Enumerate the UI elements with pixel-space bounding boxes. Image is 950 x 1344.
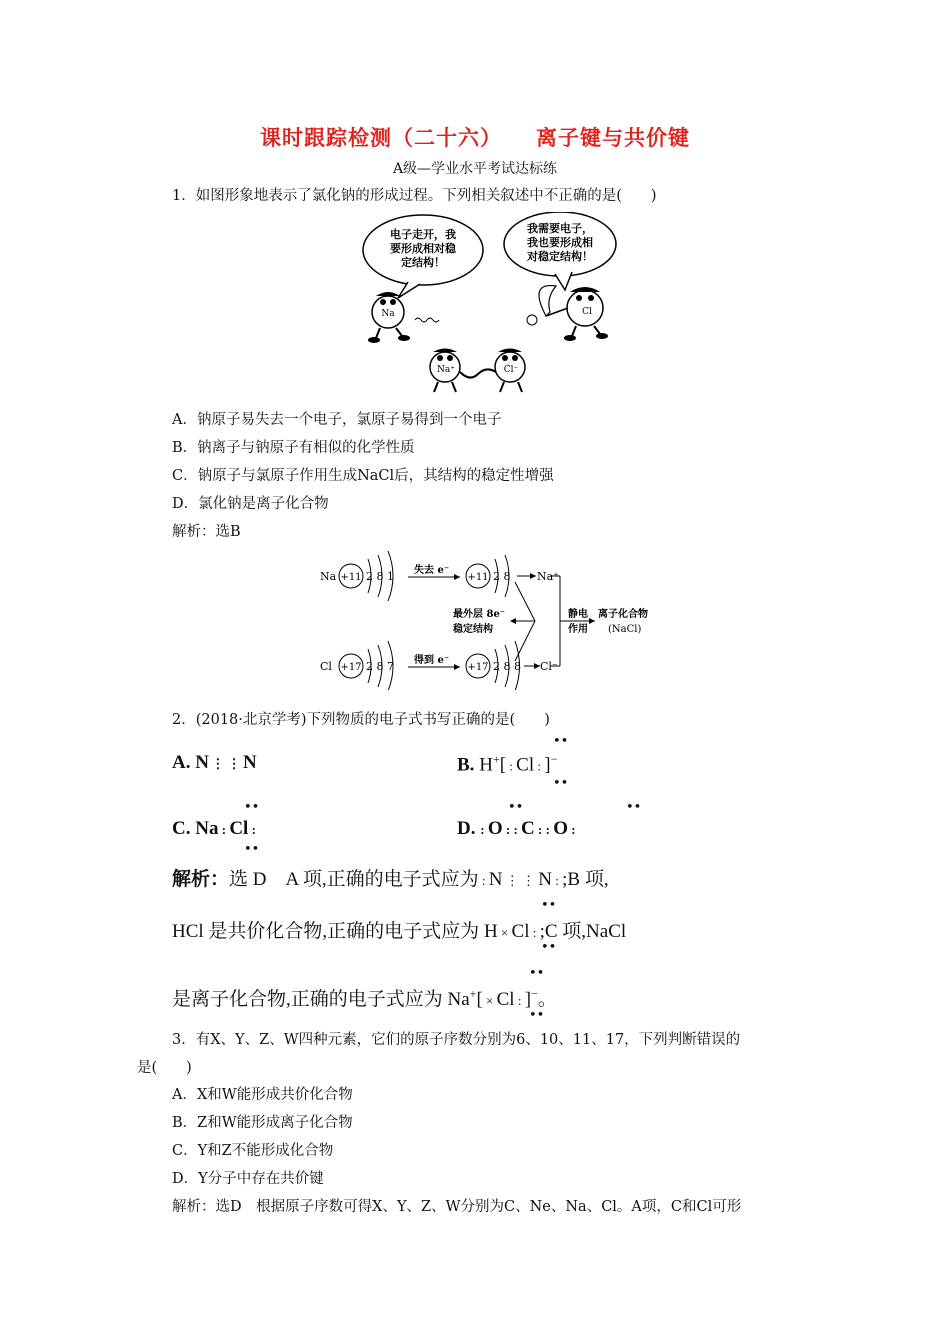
svg-text:+17: +17 bbox=[340, 662, 362, 673]
bubble-cl-line3: 对稳定结构！ bbox=[527, 250, 593, 263]
section-subtitle: A级—学业水平考试达标练 bbox=[392, 161, 558, 177]
na-ion-label: Na⁺ bbox=[437, 365, 455, 375]
q3-option-b: B．Z和W能形成离子化合物 bbox=[172, 1115, 353, 1131]
bubble-na-line1: 电子走开，我 bbox=[390, 228, 456, 241]
bubble-na-line3: 定结构！ bbox=[401, 256, 445, 269]
cl-atom-label: Cl bbox=[582, 307, 592, 317]
svg-text:2 8: 2 8 bbox=[493, 570, 511, 583]
svg-text:2 8 1: 2 8 1 bbox=[366, 570, 394, 583]
svg-text:静电: 静电 bbox=[568, 609, 588, 620]
question-3-stem-line2: 是( ) bbox=[137, 1060, 192, 1076]
q2-option-d: D. : O : : C : : O : bbox=[457, 818, 576, 839]
q3-option-d: D．Y分子中存在共价键 bbox=[172, 1171, 324, 1187]
svg-text:+11: +11 bbox=[340, 572, 362, 583]
svg-text:Na⁺: Na⁺ bbox=[537, 570, 559, 583]
svg-text:Cl: Cl bbox=[320, 660, 332, 673]
q3-answer: 解析：选D 根据原子序数可得X、Y、Z、W分别为C、Ne、Na、Cl。A项，C和Cl可形 bbox=[172, 1199, 742, 1215]
q3-option-a: A．X和W能形成共价化合物 bbox=[172, 1087, 353, 1103]
svg-text:2 8 7: 2 8 7 bbox=[366, 660, 394, 673]
q1-option-c: C．钠原子与氯原子作用生成NaCl后，其结构的稳定性增强 bbox=[172, 468, 554, 484]
question-2-stem: 2．(2018·北京学考)下列物质的电子式书写正确的是( ) bbox=[172, 712, 550, 728]
svg-text:Cl⁻: Cl⁻ bbox=[540, 660, 558, 673]
q1-option-d: D．氯化钠是离子化合物 bbox=[172, 496, 329, 512]
q1-answer: 解析：选B bbox=[172, 524, 241, 540]
svg-text:Na: Na bbox=[320, 570, 337, 583]
svg-text:失去 e⁻: 失去 e⁻ bbox=[414, 565, 450, 576]
svg-text:+11: +11 bbox=[467, 572, 489, 583]
q2-option-c: C. Na : Cl : bbox=[172, 818, 256, 839]
q2-option-a: A. N ⋮ ⋮ N bbox=[172, 752, 257, 773]
q2-answer-line1: 解析：选 D A 项,正确的电子式应为 : N ⋮ ⋮ N : ;B 项, bbox=[172, 869, 609, 890]
bubble-cl-line2: 我也要形成相 bbox=[527, 236, 593, 249]
cartoon-illustration bbox=[360, 212, 620, 402]
svg-text:+17: +17 bbox=[467, 662, 489, 673]
bubble-cl-line1: 我需要电子， bbox=[527, 222, 593, 235]
ion-formation-diagram bbox=[310, 545, 690, 690]
svg-text:(NaCl): (NaCl) bbox=[608, 624, 642, 635]
na-atom-label: Na bbox=[381, 309, 395, 319]
question-3-stem-line1: 3．有X、Y、Z、W四种元素，它们的原子序数分别为6、10、11、17，下列判断错误的 bbox=[172, 1032, 741, 1048]
svg-text:作用: 作用 bbox=[568, 624, 588, 635]
svg-text:得到 e⁻: 得到 e⁻ bbox=[414, 655, 450, 666]
q3-option-c: C．Y和Z不能形成化合物 bbox=[172, 1143, 334, 1159]
bubble-na-line2: 要形成相对稳 bbox=[390, 242, 456, 255]
cl-ion-label: Cl⁻ bbox=[503, 365, 519, 375]
q1-option-b: B．钠离子与钠原子有相似的化学性质 bbox=[172, 440, 415, 456]
q2-answer-line3: 是离子化合物,正确的电子式应为 Na+[ × Cl : ]−。 bbox=[172, 986, 557, 1010]
question-1-stem: 1．如图形象地表示了氯化钠的形成过程。下列相关叙述中不正确的是( ) bbox=[172, 188, 657, 204]
svg-text:最外层 8e⁻: 最外层 8e⁻ bbox=[453, 609, 506, 620]
q2-answer-line2: HCl 是共价化合物,正确的电子式应为 H × Cl : ;C 项,NaCl bbox=[172, 921, 627, 942]
svg-text:2 8 8: 2 8 8 bbox=[493, 660, 521, 673]
page-title: 课时跟踪检测（二十六） 离子键与共价键 bbox=[260, 126, 690, 150]
svg-text:稳定结构: 稳定结构 bbox=[453, 624, 493, 635]
q1-option-a: A．钠原子易失去一个电子，氯原子易得到一个电子 bbox=[172, 412, 502, 428]
q2-option-b: B. H+[ : Cl : ]− bbox=[457, 752, 558, 776]
svg-text:离子化合物: 离子化合物 bbox=[598, 609, 648, 620]
